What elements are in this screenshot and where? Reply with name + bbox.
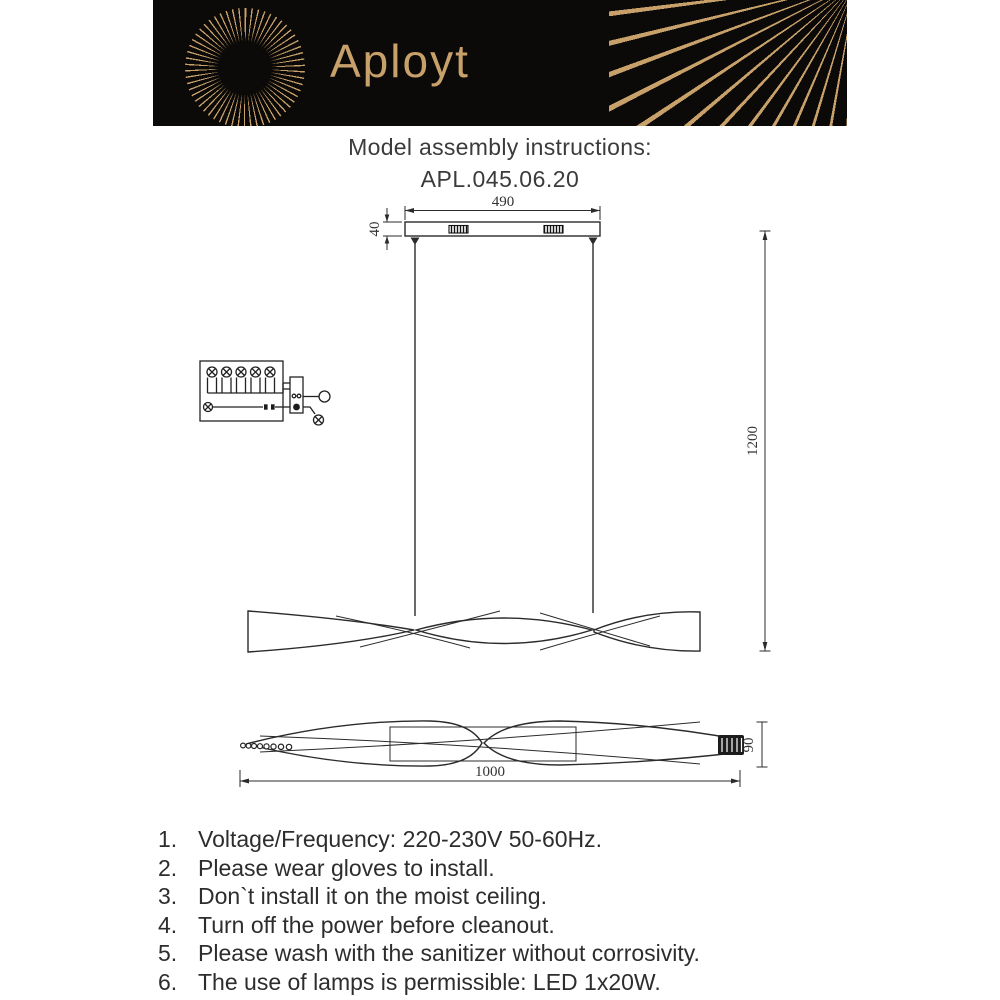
item-number: 4.	[158, 911, 178, 938]
bead-tip	[241, 743, 292, 750]
dimension-canopy-width	[405, 194, 600, 220]
item-number: 1.	[158, 826, 178, 852]
item-text: The use of lamps is permissible: LED 1x20W.	[198, 968, 661, 995]
brand-name: Aployt	[330, 35, 470, 87]
item-text: Turn off the power before cleanout.	[198, 911, 555, 938]
item-number: 2.	[158, 854, 178, 881]
dimension-suspension-height	[745, 231, 771, 651]
item-number: 6.	[158, 968, 178, 995]
list-item	[158, 940, 878, 969]
list-item	[158, 826, 878, 855]
dimension-fixture-height	[741, 722, 768, 767]
item-text: Don`t install it on the moist ceiling.	[198, 883, 547, 910]
ceiling-canopy	[405, 222, 600, 245]
model-number: APL.045.06.20	[420, 166, 580, 192]
dim-label-90: 90	[741, 737, 757, 753]
page-title: Model assembly instructions:	[348, 134, 652, 160]
list-item	[158, 883, 878, 912]
fixture-side-view	[241, 721, 744, 766]
dim-label-1200: 1200	[745, 426, 761, 456]
list-item	[158, 912, 878, 941]
instruction-list	[158, 826, 878, 998]
list-item	[158, 969, 878, 998]
dim-label-490: 490	[491, 194, 515, 210]
item-number: 3.	[158, 883, 178, 910]
suspension-wires	[415, 244, 593, 616]
item-text: Please wear gloves to install.	[198, 854, 495, 881]
fixture-front-view	[248, 611, 700, 652]
feed-line	[204, 403, 291, 412]
item-text: Please wash with the sanitizer without corrosivity.	[198, 940, 700, 967]
dim-label-40: 40	[367, 221, 383, 237]
lamp-symbols-row	[207, 367, 290, 393]
dimension-fixture-length	[240, 764, 740, 787]
driver-box	[290, 377, 330, 425]
list-item	[158, 855, 878, 884]
dim-label-1000: 1000	[475, 764, 505, 780]
item-number: 5.	[158, 940, 178, 967]
dimension-canopy-height	[367, 208, 402, 250]
item-text: Voltage/Frequency: 220-230V 50-60Hz.	[198, 826, 603, 852]
wiring-diagram	[200, 361, 330, 425]
